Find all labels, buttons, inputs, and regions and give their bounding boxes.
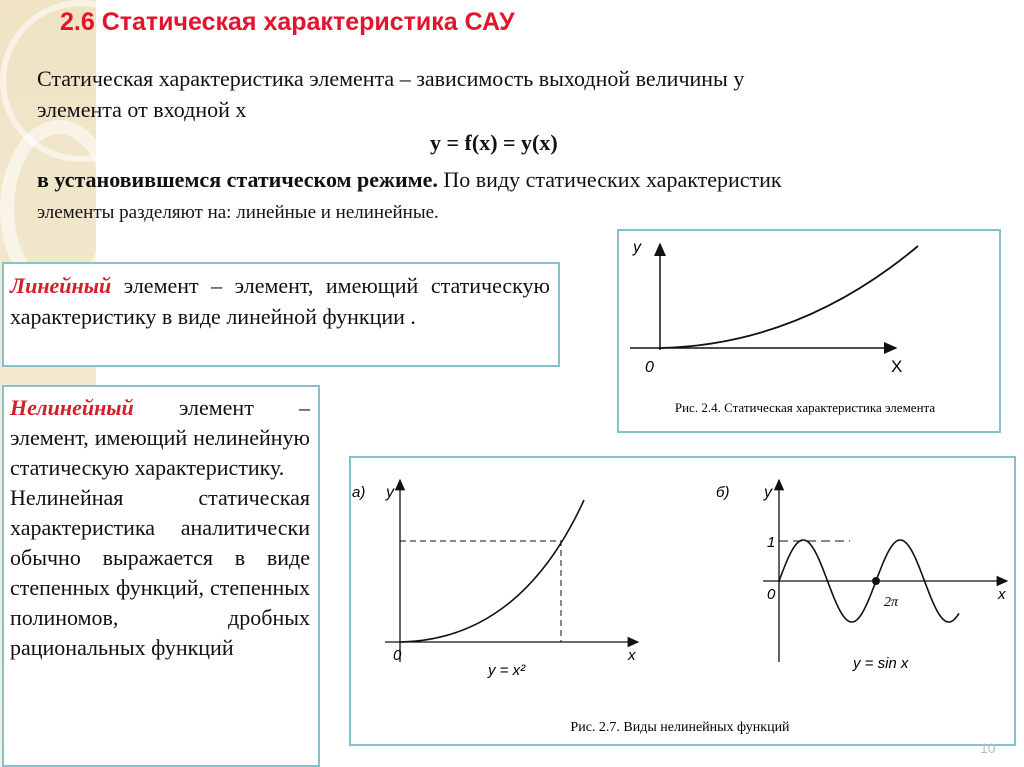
characteristic-curve xyxy=(660,246,918,348)
figure-caption: Рис. 2.7. Виды нелинейных функций xyxy=(570,720,790,735)
bold-text: в установившемся статическом режиме. xyxy=(37,167,438,192)
term: Нелинейный xyxy=(10,395,134,420)
origin-label: 0 xyxy=(393,647,402,664)
text: По виду статических характеристик xyxy=(437,167,782,192)
formula-label: y = sin x xyxy=(853,655,909,672)
page-number: 10 xyxy=(980,740,996,756)
y-label: y xyxy=(386,484,394,501)
intro-line2: элемента от входной x xyxy=(37,97,247,122)
y-label: y xyxy=(633,239,641,256)
x-label: X xyxy=(891,357,903,376)
x-label: x xyxy=(628,647,636,664)
text: элемент – элемент, имеющий нелинейную статическую характеристику. xyxy=(10,395,310,480)
panel-label: б) xyxy=(716,484,730,501)
2pi-point xyxy=(872,577,880,585)
figure-caption: Рис. 2.4. Статическая характеристика элемента xyxy=(674,400,936,415)
intro-line4: элементы разделяют на: линейные и нелинейные. xyxy=(37,202,439,223)
2pi-label: 2π xyxy=(884,595,899,610)
x-label: x xyxy=(998,586,1006,603)
text: Статическая характеристика элемента – зависимость выходной величины y xyxy=(37,66,745,91)
origin-label: 0 xyxy=(767,586,776,603)
dashed-guide xyxy=(400,541,561,642)
origin-label: 0 xyxy=(645,359,654,376)
text: Нелинейная статическая характеристика аналитически обычно выражается в виде степенных функций, степенных полиномов, дробных рациональных функций xyxy=(10,485,310,660)
one-label: 1 xyxy=(767,534,776,551)
parabola-curve xyxy=(400,500,584,642)
formula: y = f(x) = y(x) xyxy=(430,130,558,155)
formula-label: y = x² xyxy=(488,662,526,679)
panel-label: а) xyxy=(352,484,366,501)
y-label: y xyxy=(764,484,772,501)
text: элемент – элемент, имеющий статическую характеристику в виде линейной функции . xyxy=(10,273,550,329)
term: Линейный xyxy=(10,273,112,298)
slide-title: 2.6 Статическая характеристика САУ xyxy=(60,8,515,36)
